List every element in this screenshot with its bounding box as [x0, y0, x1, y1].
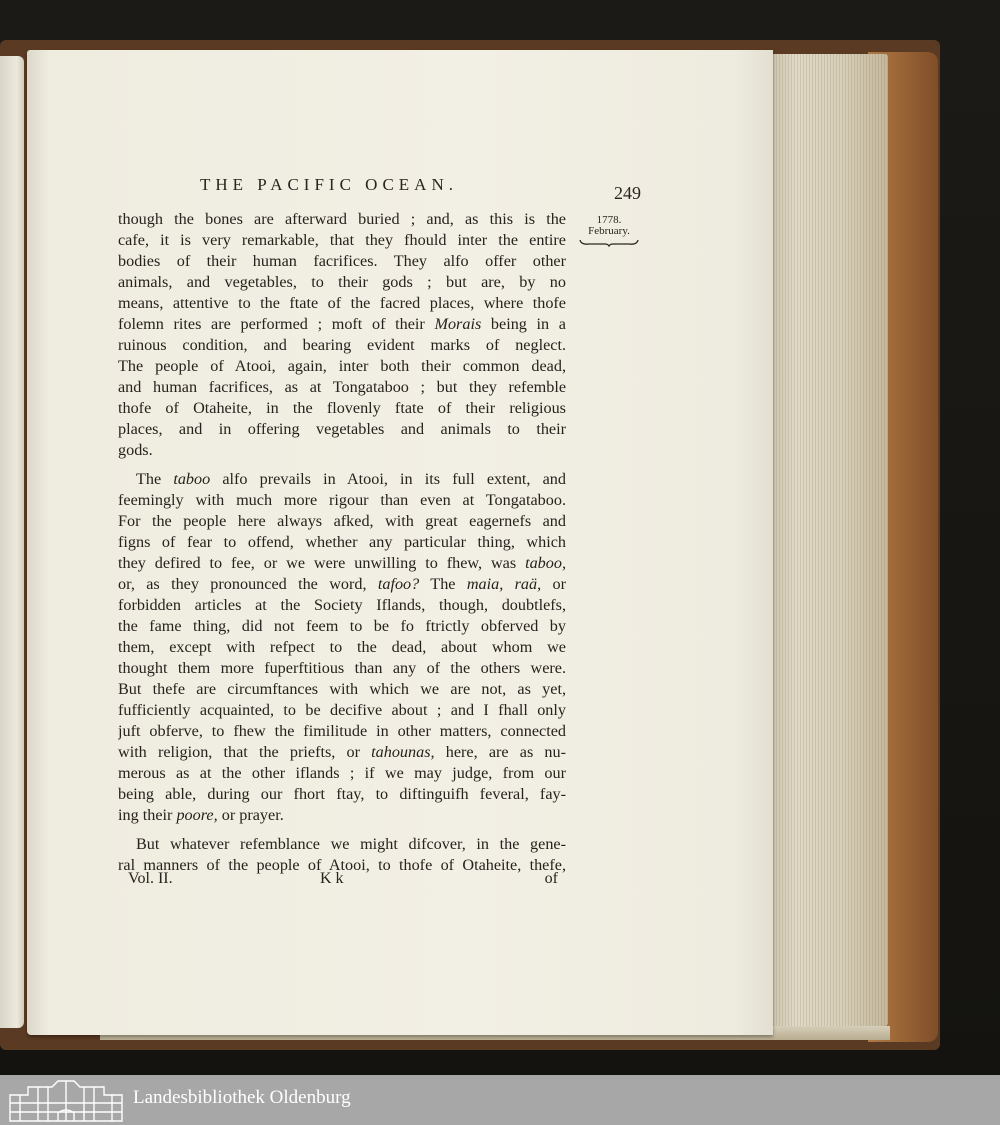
text-line: The people of Atooi, again, inter both their common dead, — [118, 357, 566, 375]
brace-ornament-icon — [579, 239, 639, 247]
italic-term: Morais — [434, 315, 482, 333]
italic-term: poore, — [176, 806, 218, 824]
text-line: forbidden articles at the Society Iflands, though, doubtlefs, — [118, 596, 566, 614]
text-line: them, except with refpect to the dead, about whom we — [118, 638, 566, 656]
text-line: juft obferve, to fhew the fimilitude in other matters, connected — [118, 722, 566, 740]
text-line: ral manners of the people of Atooi, to thofe of Otaheite, thefe, — [118, 856, 566, 874]
italic-term: taboo — [173, 470, 211, 488]
text-line: gods. — [118, 441, 153, 459]
paragraph — [118, 209, 566, 461]
text-line: But whatever refemblance we might difcover, in the gene- — [136, 835, 566, 853]
text-line: thought them more fuperftitious than any of the others were. — [118, 659, 566, 677]
text-line: For the people here always afked, with great eagernefs and — [118, 512, 566, 530]
running-head: THE PACIFIC OCEAN. — [200, 175, 458, 194]
italic-term: tahounas, — [371, 743, 435, 761]
text-line: places, and in offering vegetables and animals to their — [118, 420, 566, 438]
page-number: 249 — [614, 183, 641, 203]
text-line: bodies of their human facrifices. They alfo offer other — [118, 252, 566, 270]
text-line: thofe of Otaheite, in the flovenly ftate of their religious — [118, 399, 566, 417]
paragraph-gap — [118, 461, 566, 469]
text-line: merous as at the other iflands ; if we may judge, from our — [118, 764, 566, 782]
text-line: The taboo alfo prevails in Atooi, in its full extent, and — [136, 470, 566, 488]
catchword: of — [544, 870, 558, 887]
text-line: folemn rites are performed ; moft of their Morais being in a — [118, 315, 566, 333]
volume-label: Vol. II. — [128, 870, 173, 887]
page-footer — [128, 870, 560, 890]
page-block-edges — [773, 54, 888, 1026]
text-line: figns of fear to offend, whether any particular thing, which — [118, 533, 566, 551]
text-line: they defired to fee, or we were unwilling to fhew, was taboo, — [118, 554, 566, 572]
paragraph — [118, 469, 566, 826]
text-line: the fame thing, did not feem to be fo ftrictly obferved by — [118, 617, 566, 635]
paragraph-gap — [118, 826, 566, 834]
text-line: with religion, that the priefts, or tahounas, here, are as nu- — [118, 743, 566, 761]
italic-term: taboo, — [525, 554, 566, 572]
body-text — [118, 209, 566, 876]
text-line: means, attentive to the ftate of the facred places, where thofe — [118, 294, 566, 312]
text-line: and human facrifices, as at Tongataboo ; but they refemble — [118, 378, 566, 396]
text-line: But thefe are circumftances with which we are not, as yet, — [118, 680, 566, 698]
text-line: animals, and vegetables, to their gods ; but are, by no — [118, 273, 566, 291]
text-line: cafe, it is very remarkable, that they fhould inter the entire — [118, 231, 566, 249]
signature-mark: K k — [320, 870, 344, 887]
text-line: or, as they pronounced the word, tafoo? The maia, raä, or — [118, 575, 566, 593]
italic-term: maia, raä, — [466, 575, 542, 593]
margin-note-month: February. — [588, 225, 630, 237]
italic-term: tafoo? — [377, 575, 420, 593]
margin-note-year: 1778. — [596, 214, 622, 226]
library-building-icon — [8, 1079, 124, 1123]
previous-page-edge — [0, 56, 24, 1028]
margin-note — [578, 215, 640, 247]
text-line: being able, during our fhort ftay, to diftinguifh feveral, fay- — [118, 785, 566, 803]
text-line: fufficiently acquainted, to be decifive about ; and I fhall only — [118, 701, 566, 719]
library-banner — [0, 1075, 1000, 1125]
text-line: ruinous condition, and bearing evident marks of neglect. — [118, 336, 566, 354]
library-name: Landesbibliothek Oldenburg — [133, 1087, 351, 1108]
text-line: though the bones are afterward buried ; and, as this is the — [118, 210, 566, 228]
text-line: ing their poore, or prayer. — [118, 806, 284, 824]
text-line: feemingly with much more rigour than even at Tongataboo. — [118, 491, 566, 509]
